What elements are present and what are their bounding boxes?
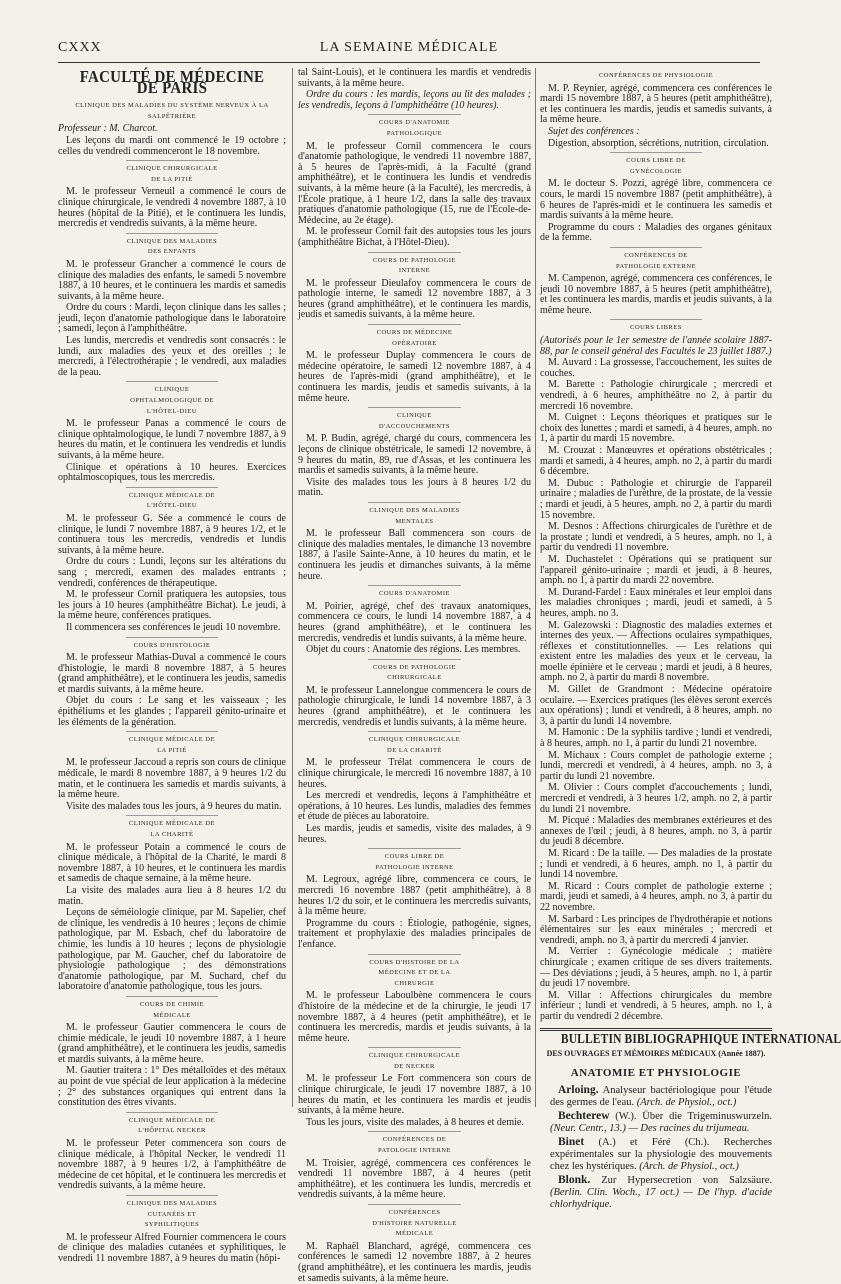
- entry-source: (Arch. de Physiol., oct.): [636, 1097, 737, 1109]
- course-heading: CLINIQUE OPHTALMOLOGIQUE DE L'HÔTEL-DIEU: [126, 381, 217, 417]
- entry-author: Arloing.: [558, 1084, 599, 1097]
- list-item: M. Crouzat : Manœuvres et opérations obstétricales ; mardi et samedi, à 4 heures, amph. no 2, à partir du mardi 6 décembre.: [540, 445, 772, 478]
- paragraph: Ordre du cours : Mardi, leçon clinique dans les salles ; jeudi, leçon d'anatomie pathologique dans le laboratoire ; samedi, leçon à l'amphithéâtre.: [58, 302, 286, 335]
- paragraph: M. le professeur Laboulbène commencera le cours d'histoire de la médecine et de la chirurgie, le jeudi 17 novembre 1887, à 4 heures (petit amphithéâtre), et le continuera les mercredis, mardis et jeudis suivants, à la même heure.: [298, 990, 531, 1044]
- list-item: M. Barette : Pathologie chirurgicale ; mercredi et vendredi, à 6 heures, amphithéâtre no 2, à partir du mercredi 16 novembre.: [540, 379, 772, 412]
- course-heading: CONFÉRENCES DE PATHOLOGIE EXTERNE: [610, 247, 703, 272]
- course-heading: COURS D'ANATOMIE PATHOLOGIQUE: [368, 114, 461, 139]
- course-heading: COURS DE PATHOLOGIE INTERNE: [368, 252, 461, 277]
- paragraph: M. le professeur Duplay commencera le cours de médecine opératoire, le samedi 12 novembre 1887, à 4 heures de l'après-midi (grand amphithéâtre), et le continuera les mardis, jeudis et samedis suivants, à la même heure.: [298, 350, 531, 404]
- paragraph: M. le professeur Mathias-Duval a commencé le cours d'histologie, le mardi 8 novembre 1887, à 5 heures (grand amphithéâtre), et le continuera les jeudis, samedis et mardis suivants, à la même heure.: [58, 652, 286, 695]
- paragraph: M. le professeur Peter commencera son cours de clinique médicale, à l'hôpital Necker, le vendredi 11 novembre 1887, à 9 heures 1/2, à l'amphithéâtre de médecine de cet hôpital, et le continuera les mercredis et vendredis suivants, à la même heure.: [58, 1138, 286, 1192]
- course-heading: CONFÉRENCES DE PATOLOGIE INTERNE: [368, 1131, 461, 1156]
- course-heading: CLINIQUE DES MALADIES CUTANÉES ET SYPHILITIQUES: [126, 1195, 217, 1231]
- entry-text: Zur Hypersecretion von Salzsäure.: [590, 1175, 772, 1187]
- paragraph: M. P. Budin, agrégé, chargé du cours, commencera les leçons de clinique obstétricale, le samedi 12 novembre, à 9 heures du matin, 89, rue d'Assas, et les continuera les mardis et samedis suivants, à la même heure.: [298, 433, 531, 477]
- course-heading: COURS D'HISTOIRE DE LA MÉDECINE ET DE LA CHIRURGIE: [368, 954, 461, 990]
- paragraph: M. le professeur Trélat commencera le cours de clinique chirurgicale, le mercredi 16 novembre 1887, à 10 heures.: [298, 757, 531, 790]
- paragraph: Il commencera ses conférences le jeudi 10 novembre.: [66, 621, 281, 633]
- bibliography-entry: [540, 1084, 772, 1109]
- course-heading: COURS DE MÉDECINE OPÉRATOIRE: [368, 324, 461, 349]
- list-item: M. Gillet de Grandmont : Médecine opératoire oculaire. — Exercices pratiques (les élèves seront exercés aux opérations) ; lundi et vendredi, à 8 heures, amph. no 3, à partir du lundi 14 novembre.: [540, 684, 772, 727]
- paragraph: M. le professeur Lannelongue commencera le cours de pathologie chirurgicale, le lundi 14 novembre 1887, à 3 heures (grand amphithéâtre), et le continuera les mercredis, vendredis et lundis suivants, à la même heure.: [298, 684, 531, 728]
- course-heading: COURS LIBRE DE GYNÉCOLOGIE: [610, 152, 703, 177]
- paragraph: Ordre du cours : les mardis, leçons au lit des malades ; les vendredis, leçons à l'amphithéâtre (10 heures).: [298, 89, 531, 111]
- paragraph: La visite des malades aura lieu à 8 heures 1/2 du matin.: [58, 884, 286, 907]
- paragraph: Ordre du cours : Lundi, leçons sur les altérations du sang ; mercredi, examen des malades entrants ; vendredi, conférences de thérapeutique.: [58, 556, 286, 589]
- list-item: M. Olivier : Cours complet d'accouchements ; lundi, mercredi et vendredi, à 3 heures 1/2, amph. no 2, à partir du lundi 21 novembre.: [540, 782, 772, 815]
- course-heading: CLINIQUE DES MALADIES DU SYSTÈME NERVEUX À LA SALPÊTRIÈRE: [75, 102, 269, 120]
- bibliography-entry: [540, 1136, 772, 1173]
- paragraph: M. Troisier, agrégé, commencera ces conférences le vendredi 11 novembre 1887, à 4 heures (petit amphithéâtre), et les continuera les lundis, mercredis et vendredis suivants, à la même heure.: [298, 1157, 531, 1201]
- list-item: M. Sarbard : Les principes de l'hydrothérapie et notions élémentaires sur les eaux minérales ; mercredi et vendredi, amph. no 3, à partir du mercredi 4 janvier.: [540, 913, 772, 946]
- course-heading: COURS LIBRE DE PATHOLOGIE INTERNE: [368, 848, 461, 873]
- list-item: M. Cuignet : Leçons théoriques et pratiques sur le choix des lunettes ; mardi et samedi, à 4 heures, amph. no 1, à partir du mardi 15 novembre.: [540, 412, 772, 445]
- paragraph: Les lundis, mercredis et vendredis sont consacrés : le lundi, aux maladies des yeux et des oreilles ; le mercredi, à l'électrothérapie ; le vendredi, aux maladies de la peau.: [58, 335, 286, 378]
- paragraph: Leçons de séméiologie clinique, par M. Sapelier, chef de clinique, les vendredis à 10 heures ; leçons de chimie pathologique, par M. Esbach, chef du laboratoire de chimie, les lundis à 10 heures ; leçons de physiologie pathologique, par M. Gaucher, chef du laboratoire de physiologie pathologique ; des démonstrations d'anatomie pathologique, par M. Suchard, chef du laboratoire d'anatomie pathologique, tous les jours.: [58, 907, 286, 993]
- paragraph: M. le docteur S. Pozzi, agrégé libre, commencera ce cours, le mardi 15 novembre 1887 (petit amphithéâtre), à 6 heures de l'après-midi et le continuera les samedis et mardis suivants à la même heure.: [540, 178, 772, 222]
- cours-libres-list: [540, 358, 772, 1022]
- paragraph: M. le professeur Grancher a commencé le cours de clinique des maladies des enfants, le samedi 5 novembre 1887, à 10 heures, et le continuera les mardis et samedis suivants, à la même heure.: [58, 258, 286, 302]
- course-heading: CLINIQUE MÉDICALE DE LA CHARITÉ: [126, 815, 217, 840]
- course-heading: CLINIQUE DES MALADIES DES ENFANTS: [126, 233, 217, 258]
- paragraph: Digestion, absorption, sécrétions, nutrition, circulation.: [548, 137, 769, 149]
- paragraph: M. le professeur Gautier commencera le cours de chimie médicale, le jeudi 10 novembre 1887, à 1 heure (grand amphithéâtre), et le continuera les jeudis, samedis et mardis suivants, à la même heure.: [58, 1022, 286, 1065]
- entry-text: (W.). Über die Trigeminuswurzeln.: [609, 1111, 772, 1123]
- paragraph: Les mercredi et vendredis, leçons à l'amphithéâtre et opérations, à 10 heures. Les lundis, maladies des femmes et étude de pièces au laboratoire.: [298, 790, 531, 823]
- list-item: M. Ricard : Cours complet de pathologie externe ; mardi, jeudi et samedi, à 4 heures, amph. no 3, à partir du 22 novembre.: [540, 880, 772, 913]
- column-divider: [292, 68, 293, 1107]
- paragraph: M. Poirier, agrégé, chef des travaux anatomiques, commencera ce cours, le lundi 14 novembre 1887, à 4 heures (grand amphithéâtre), et le continuera les mercredis, vendredis et lundis suivants, à la même heure.: [298, 600, 531, 644]
- course-heading: CLINIQUE CHIRURGICALE DE LA PITIÉ: [126, 160, 217, 185]
- subject-line: Sujet des conférences :: [548, 125, 640, 137]
- bulletin-bibliographique: [540, 1028, 841, 1211]
- list-item: M. Durand-Fardel : Eaux minérales et leur emploi dans les maladies chroniques ; mardi, jeudi et samedi, à 5 heures, amph. no 3.: [540, 586, 772, 619]
- entry-text: Analyseur bactériologique pour l'étude des germes de l'eau.: [550, 1085, 772, 1109]
- paragraph: Programme du cours : Étiologie, pathogénie, signes, traitement et prophylaxie des maladies principales de l'enfance.: [298, 917, 531, 950]
- paragraph: M. P. Reynier, agrégé, commencera ces conférences le mardi 15 novembre 1887, à 5 heures (petit amphithéâtre), et les continuera les mardis, jeudis et samedis suivants, à la même heure.: [540, 82, 772, 126]
- paragraph: M. Campenon, agrégé, commencera ces conférences, le jeudi 10 novembre 1887, à 5 heures (petit amphithéâtre), et les continuera les mardis, mardis et jeudis suivants, à la même heure.: [540, 273, 772, 316]
- paragraph: Visite des malades tous les jours à 8 heures 1/2 du matin.: [298, 476, 531, 499]
- column-2: [298, 67, 531, 1284]
- paragraph: M. le professeur Panas a commencé le cours de clinique ophtalmologique, le lundi 7 novembre 1887, à 9 heures du matin, et le continuera les vendredis et lundis suivants, à la même heure.: [58, 418, 286, 461]
- list-item: M. Villar : Affections chirurgicales du membre inférieur ; lundi et vendredi, à 5 heures, amph. no 1, à partir du vendredi 2 décembre.: [540, 989, 772, 1022]
- paragraph: (Autorisés pour le 1er semestre de l'année scolaire 1887-88, par le conseil général des Facultés le 23 juillet 1887.): [540, 335, 772, 357]
- paragraph: M. le professeur Cornil commencera le cours d'anatomie pathologique, le vendredi 11 novembre 1887, à 5 heures de l'après-midi, à la Faculté (grand amphithéâtre), et le continuera les lundis et vendredis suivants, à la même heure (à la Faculté), les mercredis, à l'École pratique, à 1 heure 1/2, dans la salle des travaux pratiques d'anatomie pathologique (15, rue de l'École-de-Médecine, au 2e étage).: [298, 140, 531, 226]
- paragraph: Clinique et opérations à 10 heures. Exercices ophtalmoscopiques, tous les mercredis.: [58, 461, 286, 484]
- course-heading: COURS D'HISTOLOGIE: [126, 637, 217, 652]
- paragraph: M. le professeur Jaccoud a repris son cours de clinique médicale, le mardi 8 novembre 1887, à 9 heures 1/2 du matin, et le continuera les samedis et mardis suivants, à la même heure.: [58, 757, 286, 801]
- paragraph: M. le professeur Alfred Fournier commencera le cours de clinique des maladies cutanées et syphilitiques, le vendredi 11 novembre 1887, à 9 heures du matin (hôpi-: [58, 1231, 286, 1264]
- paragraph: tal Saint-Louis), et le continuera les mardis et vendredis suivants, à la même heure.: [298, 67, 531, 89]
- entry-source: (Berlin. Clin. Woch., 17 oct.) — De l'hyp. d'acide chlorhydrique.: [550, 1187, 772, 1211]
- paragraph: Objet du cours : Le sang et les vaisseaux ; les épithéliums et les glandes ; l'appareil génito-urinaire et les éléments de la génération.: [58, 695, 286, 728]
- list-item: M. Ricard : De la taille. — Des maladies de la prostate ; lundi et vendredi, à 6 heures, amph. no 1, à partir du lundi 14 novembre.: [540, 847, 772, 881]
- entry-author: Bechterew: [558, 1110, 610, 1123]
- section-title: FACULTÉ DE MÉDECINE DE PARIS: [79, 67, 265, 97]
- course-heading: CLINIQUE MÉDICALE DE L'HÔTEL-DIEU: [126, 487, 217, 512]
- entry-text: (A.) et Féré (Ch.). Recherches expérimentales sur la physiologie des mouvements chez les hystériques.: [550, 1137, 772, 1173]
- paragraph: Programme du cours : Maladies des organes génitaux de la femme.: [540, 221, 772, 244]
- paragraph: M. le professeur Potain a commencé le cours de clinique médicale, à l'hôpital de la Charité, le mardi 8 novembre 1887, à 10 heures, et le continuera les mardis et samedis de chaque semaine, à la même heure.: [58, 841, 286, 885]
- course-heading: CLINIQUE MÉDICALE DE L'HÔPITAL NECKER: [126, 1112, 217, 1137]
- course-heading: COURS DE CHIMIE MÉDICALE: [126, 996, 217, 1021]
- running-header: [58, 40, 760, 60]
- bibliography-entry: [540, 1110, 772, 1135]
- professor-line: Professeur : M. Charcot.: [58, 123, 158, 135]
- list-item: M. Dubuc : Pathologie et chirurgie de l'appareil urinaire ; maladies de l'urèthre, de la prostate, de la vessie ; mardi et jeudi, à 5 heures, amph. no 2, à partir du mardi 15 novembre.: [540, 477, 772, 521]
- list-item: M. Desnos : Affections chirurgicales de l'urèthre et de la prostate ; lundi et vendredi, à 5 heures, amph. no 1, à partir du vendredi 11 novembre.: [540, 521, 772, 554]
- paragraph: Les leçons du mardi ont commencé le 19 octobre ; celles du vendredi commenceront le 18 novembre.: [58, 134, 286, 157]
- list-item: M. Hamonic : De la syphilis tardive ; lundi et vendredi, à 8 heures, amph. no 1, à partir du lundi 21 novembre.: [540, 727, 772, 750]
- paragraph: M. Raphaël Blanchard, agrégé, commencera ces conférences le samedi 12 novembre 1887, à 2 heures (grand amphithéâtre), et les continuera les mardis, jeudis et samedis suivants, à la même heure.: [298, 1240, 531, 1284]
- paragraph: Tous les jours, visite des malades, à 8 heures et demie.: [306, 1116, 524, 1128]
- header-rule: [58, 62, 760, 63]
- bibliography-entry: [540, 1174, 772, 1211]
- list-item: M. Galezowski : Diagnostic des maladies externes et internes des yeux. — Affections oculaires sympathiques, réflexes et constitutionnelles. — Les relations qui existent entre les maladies des yeux et le cerveau, la moelle épinière et le cerveau ; mardi et jeudi, à 8 heures, amph. no 2, à partir du mardi 8 novembre.: [540, 619, 772, 684]
- paragraph: M. Gautier traitera : 1° Des métalloïdes et des métaux au point de vue spécial de leur application à la médecine ; 2° des substances organiques qui entrent dans la constitution des êtres vivants.: [58, 1065, 286, 1109]
- bulletin-subtitle: DES OUVRAGES ET MÉMOIRES MÉDICAUX (Année 1887).: [546, 1049, 766, 1059]
- column-3: [540, 68, 841, 1211]
- course-heading: COURS DE PATHOLOGIE CHIRURGICALE: [368, 659, 461, 684]
- paragraph: M. le professeur Cornil fait des autopsies tous les jours (amphithéâtre Bichat, à l'Hôtel-Dieu).: [298, 226, 531, 248]
- paragraph: M. le professeur Cornil pratiquera les autopsies, tous les jours à 10 heures (amphithéâtre Bichat). Le jeudi, à la même heure, conférences pratiques.: [58, 589, 286, 622]
- paragraph: Visite des malades tous les jours, à 9 heures du matin.: [66, 800, 282, 812]
- course-heading: COURS D'ANATOMIE: [368, 585, 461, 600]
- paragraph: M. le professeur Verneuil a commencé le cours de clinique chirurgicale, le vendredi 4 novembre 1887, à 10 heures (hôpital de la Pitié), et le continuera les lundis, mercredis et vendredis suivants, à la même heure.: [58, 186, 286, 230]
- course-heading: CLINIQUE CHIRURGICALE DE NECKER: [368, 1047, 461, 1072]
- entry-source: (Arch. de Physiol., oct.): [639, 1161, 739, 1173]
- column-divider: [535, 68, 536, 1107]
- list-item: M. Verrier : Gynécologie médicale ; matière chirurgicale ; examen critique de ses divers traitements. — Des déviations ; jeudi, à 5 heures, amph. no 1, à partir du jeudi 17 novembre.: [540, 946, 772, 990]
- entry-author: Binet: [558, 1136, 585, 1149]
- bulletin-section-heading: ANATOMIE ET PHYSIOLOGIE: [570, 1066, 742, 1079]
- page-number: CXXX: [58, 40, 102, 55]
- list-item: M. Auvard : La grossesse, l'accouchement, les suites de couches.: [540, 357, 772, 379]
- list-item: M. Michaux : Cours complet de pathologie externe ; lundi, mercredi et vendredi, à 4 heures, amph. no 3, à partir du lundi 21 novembre.: [540, 749, 772, 782]
- paragraph: M. Legroux, agrégé libre, commencera ce cours, le mercredi 16 novembre 1887 (petit amphithéâtre), à 8 heures 1/2 du soir, et le continuera les mercredis suivants, à la même heure.: [298, 874, 531, 918]
- course-heading: COURS LIBRES: [610, 319, 703, 334]
- paragraph: M. le professeur Ball commencera son cours de clinique des maladies mentales, le dimanche 13 novembre 1887, à l'asile Sainte-Anne, à 10 heures du matin, et le continuera les jeudis et dimanches suivants, à la même heure.: [298, 528, 531, 582]
- paragraph: Objet du cours : Anatomie des régions. Les membres.: [306, 644, 521, 656]
- entry-author: Blonk.: [558, 1174, 591, 1187]
- list-item: M. Duchastelet : Opérations qui se pratiquent sur l'appareil génito-urinaire ; mardi et jeudi, à 8 heures, amph. no 1, à partir du mardi 22 novembre.: [540, 553, 772, 587]
- paragraph: M. le professeur Dieulafoy commencera le cours de pathologie interne, le samedi 12 novembre 1887, à 3 heures (grand amphithéâtre), et le continuera les mardis, jeudis et samedis suivants, à la même heure.: [298, 277, 531, 321]
- paragraph: M. le professeur G. Sée a commencé le cours de clinique, le lundi 7 novembre 1887, à 9 heures 1/2, et le continuera tous les mercredis, vendredis et lundis suivants, à la même heure.: [58, 512, 286, 556]
- course-heading: CLINIQUE CHIRURGICALE DE LA CHARITÉ: [368, 731, 461, 756]
- entry-source: (Neur. Centr., 13.) — Des racines du trijumeau.: [550, 1123, 750, 1135]
- list-item: M. Picqué : Maladies des membranes extérieures et des annexes de l'œil ; jeudi, à 8 heures, amph. no 3, à partir du jeudi 8 décembre.: [540, 815, 772, 848]
- paragraph: Les mardis, jeudis et samedis, visite des malades, à 9 heures.: [298, 823, 531, 845]
- course-heading: CLINIQUE DES MALADIES MENTALES: [368, 502, 461, 527]
- course-heading: CLINIQUE MÉDICALE DE LA PITIÉ: [126, 731, 217, 756]
- paragraph: M. le professeur Le Fort commencera son cours de clinique chirurgicale, le jeudi 17 novembre 1887, à 10 heures du matin, et les continuera les mardis et jeudis suivants, à la même heure.: [298, 1073, 531, 1117]
- course-heading: CLINIQUE D'ACCOUCHEMENTS: [368, 407, 461, 432]
- course-heading: CONFÉRENCES DE PHYSIOLOGIE: [598, 72, 714, 79]
- journal-title: LA SEMAINE MÉDICALE: [319, 40, 499, 55]
- column-1: [58, 67, 286, 1264]
- bulletin-title: BULLETIN BIBLIOGRAPHIQUE INTERNATIONAL: [560, 1032, 841, 1048]
- course-heading: CONFÉRENCES D'HISTOIRE NATURELLE MÉDICALE: [368, 1204, 461, 1240]
